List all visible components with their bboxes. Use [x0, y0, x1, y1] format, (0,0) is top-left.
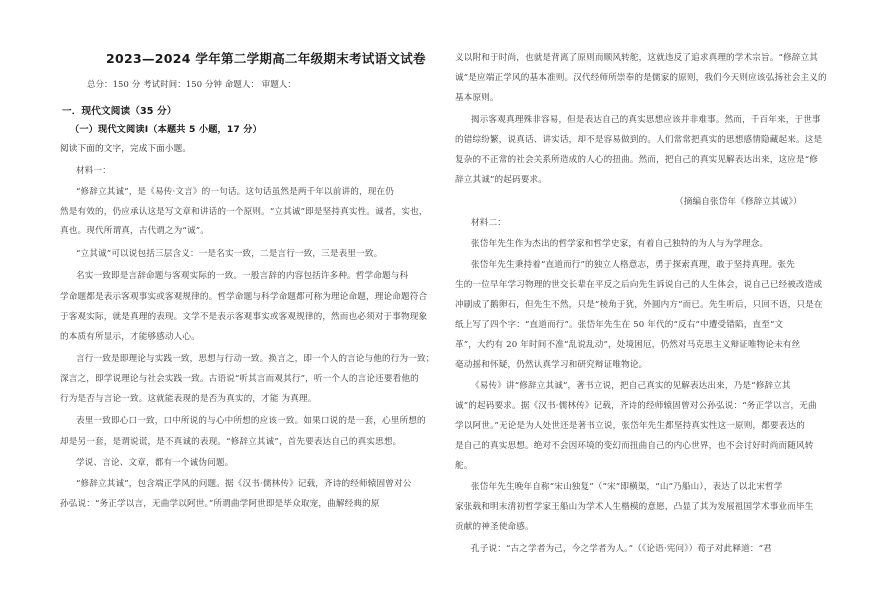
- paragraph-line: 然是有效的，仍应承认这是写文章和讲话的一个原则。“立其诚”即是坚持真实性。诚者，实也，: [60, 207, 428, 217]
- paragraph-line: 名实一致即是言辞命题与客观实际的一致。一般言辞的内容包括许多种。哲学命题与科: [76, 271, 409, 281]
- paragraph-line: 表里一致即心口一致，口中所说的与心中所想的应该一致。如果口说的是一套，心里所想的: [76, 416, 426, 426]
- paragraph-line: 诚”的起码要求。据《汉书·儒林传》记载，齐诗的经师辕固曾对公孙弘说：“务正学以言，无曲: [455, 401, 817, 411]
- paragraph-line: 的本质有所显示，才能够感动人心。: [60, 332, 200, 342]
- subsection-heading: （一）现代文阅读Ⅰ（本题共 5 小题，17 分）: [70, 124, 262, 135]
- paragraph-line: 辞立其诚”的起码要求。: [455, 175, 547, 185]
- paragraph-line: 复杂的不正常的社会关系所造成的人心的扭曲。然而，把自己的真实见解表达出来，这应是“修: [455, 155, 819, 165]
- paragraph-line: 深言之，即学说理论与社会实践一致。古语说“听其言而观其行”，听一个人的言论还要看他的: [60, 374, 419, 384]
- paragraph-line: 诚”是应端正学风的基本准则。汉代经师所崇奉的是儒家的原则，我们今天则应该弘扬社会主义的: [455, 73, 827, 83]
- paragraph-line: 孔子说：“古之学者为己，今之学者为人。”（《论语·宪问》）荀子对此释道：“君: [471, 544, 772, 554]
- paragraph-line: 学说、言论、文章，都有一个诚伪问题。: [76, 458, 234, 468]
- citation: （摘编自张岱年《修辞立其诚》）: [675, 197, 802, 207]
- paragraph-line: 学以阿世。”无论是为人处世还是著书立说，张岱年先生都坚持真实性这一原则，都要表达的: [455, 421, 805, 431]
- paragraph-line: 冲刷成了鹅卵石，但先生不然，只是“棱角于犹，外圆内方”而已。先生听后，只回不语，只是在: [455, 300, 823, 310]
- paragraph-line: 行为是否与言论一致。这就能表现的是否为真实的，才能 为真理。: [60, 394, 317, 404]
- paragraph-line: 舵。: [455, 461, 473, 471]
- paragraph-line: “立其诚”可以说包括三层含义：一是名实一致，二是言行一致，三是表里一致。: [76, 249, 383, 259]
- paragraph-line: 是自己的真实思想。绝对不会因环境的变幻而扭曲自己的内心世界，也不会讨好时尚而随风转: [455, 441, 814, 451]
- paragraph-line: 贡献的神圣使命感。: [455, 522, 534, 532]
- section-heading: 一．现代文阅读（35 分）: [62, 106, 177, 117]
- paragraph-line: 生的一位早年学习物理的世交长辈在平反之后向先生诉说自己的人生体会，说自己已经被改造成: [455, 280, 823, 290]
- paragraph-line: 孙弘说：“务正学以言，无曲学以阿世。”所谓曲学阿世即是毕众取宠，曲解经典的原: [60, 499, 380, 509]
- paragraph-line: 张岱年先生作为杰出的哲学家和哲学史家，有着自己独特的为人与为学理念。: [471, 239, 769, 249]
- paragraph-line: 基本原则。: [455, 93, 499, 103]
- paragraph-line: “修辞立其诚”，是《易传·文言》的一句话。这句话虽然是两千年以前讲的，现在仍: [76, 187, 395, 197]
- paragraph-line: 张岱年先生晚年自称“宋山独复”（“宋”即横渠，“山”乃船山），表达了以北宋哲学: [471, 482, 783, 492]
- material-one-label: 材料一：: [76, 166, 111, 176]
- paragraph-line: 学命题都是表示客观事实或客观规律的。哲学命题与科学命题都可称为理论命题，理论命题符合: [60, 292, 428, 302]
- paragraph-line: 揭示客观真理殊非容易，但是表达自己的真实思想应该并非难事。然而，千百年来，于世事: [471, 115, 821, 125]
- paragraph-line: 纸上写了四个字：“直道而行”。张岱年先生在 50 年代的“反右”中遭受错陷，直至“文: [455, 320, 784, 330]
- exam-meta: 总分：150 分 考试时间：150 分钟 命题人： 审题人：: [87, 79, 296, 89]
- paragraph-line: 《易传》讲“修辞立其诚”，著书立说，把自己真实的见解表达出来，乃是“修辞立其: [471, 381, 791, 391]
- paragraph-line: 的错综纷繁，说真话、讲实话，却不是容易做到的。人们常常把真实的思想感情隐藏起来。这是: [455, 135, 823, 145]
- exam-title: 2023—2024 学年第二学期高二年级期末考试语文试卷: [106, 51, 426, 66]
- paragraph-line: 却是另一套，是谓说谎，是不真诚的表现。“修辞立其诚”，首先要表达自己的真实思想。: [60, 437, 402, 447]
- paragraph-line: 张岱年先生秉持着“直道而行”的独立人格意志，勇于探索真理，敢于坚持真理。张先: [471, 260, 795, 270]
- paragraph-line: 于客观实际，就是真理的表现。文学不是表示客观事实或客观规律的，然而也必须对于事物现象: [60, 312, 428, 322]
- paragraph-line: 革”，大约有 20 年时间不准“乱说乱动”，处境困厄，仍然对马克思主义辩证唯物论未有丝: [455, 340, 801, 350]
- paragraph-line: 毫动摇和怀疑，仍然认真学习和研究辩证唯物论。: [455, 360, 648, 370]
- paragraph-line: 义以附和于时尚，也就是背离了原则而顺风转舵，这就违反了追求真理的学术宗旨。“修辞立其: [455, 53, 819, 63]
- instruction-text: 阅读下面的文字，完成下面小题。: [60, 144, 192, 154]
- paragraph-line: “修辞立其诚”，包含端正学风的问题。据《汉书·儒林传》记载，齐诗的经师辕固曾对公: [76, 479, 412, 489]
- paragraph-line: 真也。现代所谓真，古代谓之为“诚”。: [60, 226, 209, 236]
- material-two-label: 材料二：: [471, 218, 506, 228]
- paragraph-line: 言行一致是即理论与实践一致，思想与行动一致。换言之，即一个人的言论与他的行为一致；: [76, 354, 435, 364]
- paragraph-line: 家张载和明末清初哲学家王船山为学术人生楷模的意愿，凸显了其为发展祖国学术事业而毕生: [455, 502, 814, 512]
